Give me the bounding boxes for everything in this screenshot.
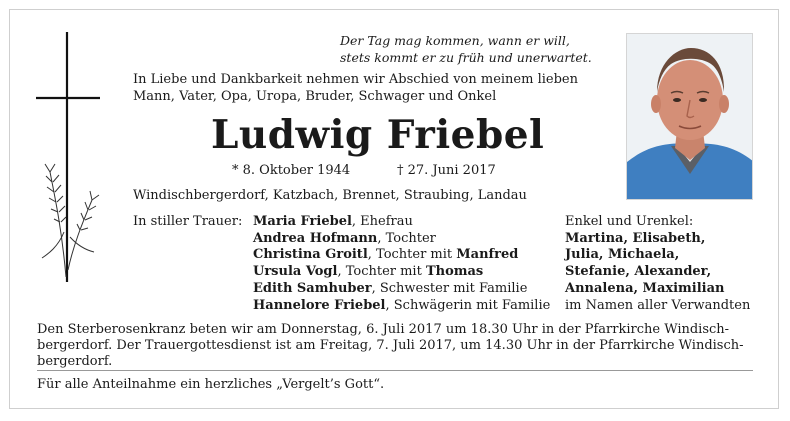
deceased-name: Ludwig Friebel <box>211 112 545 158</box>
mourner-relation: , Schwester mit Familie <box>371 280 528 296</box>
grandchildren-line: Annalena, Maximilian <box>565 280 725 296</box>
mourner-partner: Thomas <box>425 264 484 280</box>
thanks-line: Für alle Anteilnahme ein herzliches „Vergelt’s Gott“. <box>37 377 385 392</box>
mourner-row <box>253 281 550 298</box>
mourner-name: Hannelore Friebel <box>253 297 386 313</box>
quote-line-1: Der Tag mag kommen, wann er will, <box>340 33 570 48</box>
birth-date: * 8. Oktober 1944 <box>232 163 351 178</box>
portrait-image <box>627 34 753 200</box>
portrait-photo <box>626 33 753 200</box>
grandchildren-line: Julia, Michaela, <box>565 247 680 263</box>
mourner-relation: , Tochter <box>377 230 436 246</box>
mourner-name: Edith Samhuber <box>253 280 372 296</box>
mourner-relation: , Ehefrau <box>351 214 413 229</box>
death-date: † 27. Juni 2017 <box>397 163 496 178</box>
mourner-name: Maria Friebel <box>253 214 352 229</box>
quote <box>340 32 592 66</box>
mourner-row <box>253 298 550 315</box>
mourner-name: Andrea Hofmann <box>253 230 378 246</box>
mourner-relation: , Tochter mit <box>337 264 426 280</box>
mourner-row <box>253 247 550 264</box>
places: Windischbergerdorf, Katzbach, Brennet, Straubing, Landau <box>133 188 527 203</box>
intro-line-2: Mann, Vater, Opa, Uropa, Bruder, Schwager und Onkel <box>133 89 497 104</box>
grandchildren-block <box>565 214 750 314</box>
mourner-row <box>253 264 550 281</box>
intro-line-1: In Liebe und Dankbarkeit nehmen wir Abschied von meinem lieben <box>133 72 578 87</box>
grandchildren-line: Martina, Elisabeth, <box>565 230 706 246</box>
mourner-relation: , Tochter mit <box>367 247 457 263</box>
mourner-name: Ursula Vogl <box>253 264 338 280</box>
cross-with-wheat-icon <box>30 32 105 284</box>
mourner-row <box>253 231 550 248</box>
grandchildren-line: Stefanie, Alexander, <box>565 264 712 280</box>
mourner-relation: , Schwägerin mit Familie <box>385 297 551 313</box>
grandchildren-label: Enkel und Urenkel: <box>565 214 694 229</box>
mourners-list <box>253 214 550 314</box>
mourners-label: In stiller Trauer: <box>133 214 243 229</box>
relatives-line: im Namen aller Verwandten <box>565 297 751 313</box>
mourner-partner: Manfred <box>456 247 519 263</box>
service-info: Den Sterberosenkranz beten wir am Donnerstag, 6. Juli 2017 um 18.30 Uhr in der Pfarrkirche Windisch-bergerdorf. Der Trauergottesdienst ist am Freitag, 7. Juli 2017, um 14.30 Uhr in der Pfarrkirche Windisch-bergerdorf. <box>37 322 744 370</box>
mourner-name: Christina Groitl <box>253 247 368 263</box>
divider <box>37 370 753 371</box>
mourner-row <box>253 214 550 231</box>
quote-line-2: stets kommt er zu früh und unerwartet. <box>340 50 592 65</box>
intro-text <box>133 71 578 105</box>
